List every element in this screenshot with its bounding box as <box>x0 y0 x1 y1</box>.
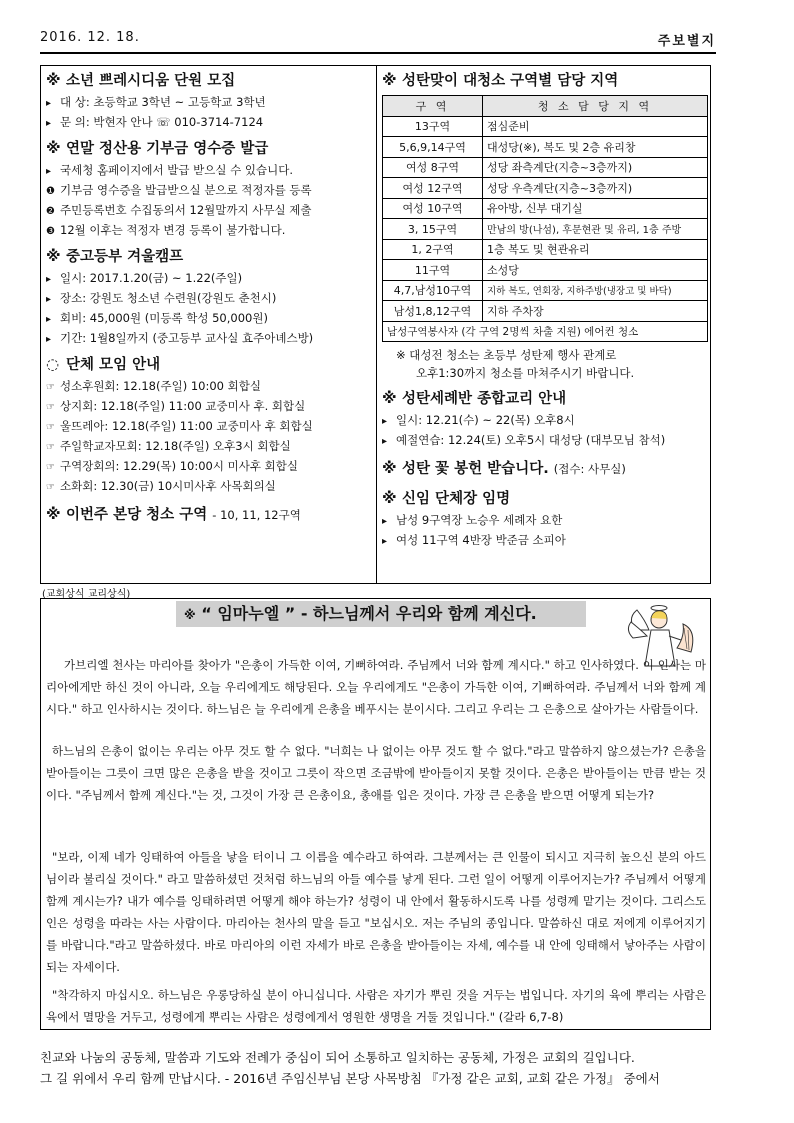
pointing-hand-icon: ☞ <box>46 402 55 413</box>
pointing-hand-icon: ☞ <box>46 442 55 453</box>
table-cell: 1, 2구역 <box>383 239 483 260</box>
list-item: ☞ 울뜨레아: 12.18(주일) 11:00 교중미사 후 회합실 <box>46 416 372 436</box>
paragraph: 가브리엘 천사는 마리아를 찾아가 "은총이 가득한 이여, 기뻐하여라. 주님께서 너와 함께 계시다." 하고 인사하였다. 이 인사는 마리아에게만 하신 것이 아니라, 오늘 우리에게도 해당된다. 오늘 우리에게도 "은총이 가득한 이여, 기뻐하여라. 주님께서 너와 함께 계시다." 하고 인사하시는 것이다. 하느님은 늘 우리에게 은총을 베푸시는 분이시다. 그리고 우리는 그 은총으로 살아가는 사람들이다. <box>46 658 706 716</box>
section-christmas-cleaning-title: ※ 성탄맞이 대청소 구역별 담당 지역 <box>382 68 708 92</box>
triangle-bullet-icon: ▸ <box>382 436 388 447</box>
table-cell: 남성1,8,12구역 <box>383 301 483 322</box>
table-cell: 11구역 <box>383 260 483 281</box>
triangle-bullet-icon: ▸ <box>46 118 52 129</box>
table-cell: 여성 8구역 <box>383 157 483 178</box>
table-cell: 1층 복도 및 현관유리 <box>483 239 708 260</box>
list-item: ▸ 대 상: 초등학교 3학년 ~ 고등학교 3학년 <box>46 92 372 112</box>
table-row <box>383 137 708 158</box>
section-cleaning-area-title: ※ 이번주 본당 청소 구역 - 10, 11, 12구역 <box>46 502 372 526</box>
triangle-bullet-icon: ▸ <box>382 416 388 427</box>
table-cell: 4,7,남성10구역 <box>383 280 483 301</box>
table-cell: 13구역 <box>383 116 483 137</box>
pointing-hand-icon: ☞ <box>46 382 55 393</box>
triangle-bullet-icon: ▸ <box>46 334 52 345</box>
list-item: ☞ 상지회: 12.18(주일) 11:00 교중미사 후. 회합실 <box>46 396 372 416</box>
catechism-banner <box>176 601 586 627</box>
list-item: ▸ 남성 9구역장 노승우 세례자 요한 <box>382 510 708 530</box>
pointing-hand-icon: ☞ <box>46 462 55 473</box>
asterisk-icon: ※ <box>184 608 196 622</box>
table-cell: 만남의 방(나섬), 후문현관 및 유리, 1층 주방 <box>483 219 708 240</box>
footer-line: 친교와 나눔의 공동체, 말씀과 기도와 전례가 중심이 되어 소통하고 일치하는 공동체, 가정은 교회의 길입니다. <box>40 1050 635 1065</box>
list-item: ❶ 기부금 영수증을 발급받으실 분으로 적정자를 등록 <box>46 180 372 200</box>
triangle-bullet-icon: ▸ <box>46 166 52 177</box>
paragraph: 하느님의 은총이 없이는 우리는 아무 것도 할 수 없다. "너희는 나 없이는 아무 것도 할 수 없다."라고 말씀하지 않으셨는가? 은총을 받아들이는 그릇이 크면 많은 은총을 받을 것이고 그릇이 작으면 조금밖에 받아들이지 못할 것이다. 은총은 받아들이는 만큼 받는 것이다. "주님께서 함께 계신다."는 것, 그것이 가장 큰 은총이요, 총애를 입은 것이다. 가장 큰 은총을 받으면 어떻게 되는가? <box>46 744 706 802</box>
list-item: ▸ 회비: 45,000원 (미등록 학성 50,000원) <box>46 308 372 328</box>
bulletin-date: 2016. 12. 18. <box>40 30 140 45</box>
list-item: ▸ 장소: 강원도 청소년 수련원(강원도 춘천시) <box>46 288 372 308</box>
bulletin-tag: 주보별지 <box>657 34 716 49</box>
list-item: ▸ 기간: 1월8일까지 (중고등부 교사실 효주아녜스방) <box>46 328 372 348</box>
table-header-cell: 구 역 <box>383 96 483 117</box>
list-item: ▸ 일시: 2017.1.20(금) ~ 1.22(주일) <box>46 268 372 288</box>
table-row <box>383 198 708 219</box>
table-cell: 유아방, 신부 대기실 <box>483 198 708 219</box>
table-cell: 3, 15구역 <box>383 219 483 240</box>
asterisk-icon: ※ <box>46 505 61 523</box>
cleaning-note <box>382 346 708 382</box>
triangle-bullet-icon: ▸ <box>46 98 52 109</box>
footer-line: 그 길 위에서 우리 함께 만납시다. - 2016년 주임신부님 본당 사목방침 『가정 같은 교회, 교회 같은 가정』 중에서 <box>40 1071 660 1086</box>
pointing-hand-icon: ☞ <box>46 422 55 433</box>
number-two-icon: ❷ <box>46 206 55 217</box>
asterisk-icon: ※ <box>46 139 61 157</box>
list-item: ▸ 국세청 홈페이지에서 발급 받으실 수 있습니다. <box>46 160 372 180</box>
asterisk-icon: ※ <box>382 489 397 507</box>
table-cell: 성당 우측계단(지층~3층까지) <box>483 178 708 199</box>
table-row <box>383 116 708 137</box>
table-cell: 성당 좌측계단(지층~3층까지) <box>483 157 708 178</box>
dotted-circle-icon: ◌ <box>46 355 60 373</box>
table-cell: 여성 12구역 <box>383 178 483 199</box>
paragraph: "보라, 이제 네가 잉태하여 아들을 낳을 터이니 그 이름을 예수라고 하여라. 그분께서는 큰 인물이 되시고 지극히 높으신 분의 아드님이라 불리실 것이다." 라고 말씀하셨던 것처럼 하느님의 아들 예수를 낳게 된다. 그런 일이 어떻게 이루어지는가? 주님께서 어떻게 함께 계시는가? 내가 예수를 잉태하려면 어떻게 해야 하는가? 성령이 내 안에서 활동하시도록 나를 성령께 맡기는 것이다. 그리스도인은 성령을 따라는 사는 사람이다. 마리아는 천사의 말을 듣고 "보십시오. 저는 주님의 종입니다. 말씀하신 대로 저에게 이루어지기를 바랍니다."라고 말씀하셨다. 바로 마리아의 이런 자세가 바로 은총을 받아들이는 자세, 예수를 내 안에 잉태해서 낳아주는 사람이 되는 자세이다. <box>46 850 706 974</box>
section-winter-camp-title: ※ 중고등부 겨울캠프 <box>46 244 372 268</box>
table-cell: 남성구역봉사자 (각 구역 2명씩 차출 지원) 에어컨 청소 <box>383 321 708 342</box>
table-cell: 소성당 <box>483 260 708 281</box>
header-rule <box>40 52 716 54</box>
table-cell: 지하 복도, 연회장, 지하주방(냉장고 및 바닥) <box>483 280 708 301</box>
number-three-icon: ❸ <box>46 226 55 237</box>
asterisk-icon: ※ <box>382 389 397 407</box>
cleaning-assignment-table <box>382 95 708 342</box>
section-flower-offering-title: ※ 성탄 꽃 봉헌 받습니다. (접수: 사무실) <box>382 456 708 480</box>
table-cell: 여성 10구역 <box>383 198 483 219</box>
pastoral-motto-footer <box>40 1047 716 1089</box>
right-column <box>382 68 708 550</box>
left-column <box>46 68 372 526</box>
section-new-leaders-title: ※ 신임 단체장 임명 <box>382 486 708 510</box>
asterisk-icon: ※ <box>46 247 61 265</box>
list-item: ☞ 구역장회의: 12.29(목) 10:00시 미사후 회합실 <box>46 456 372 476</box>
section-youth-recruit-title: ※ 소년 쁘레시디움 단원 모집 <box>46 68 372 92</box>
table-cell: 대성당(※), 복도 및 2층 유리창 <box>483 137 708 158</box>
paragraph: "착각하지 마십시오. 하느님은 우롱당하실 분이 아니십니다. 사람은 자기가 뿌린 것을 거두는 법입니다. 자기의 육에 뿌리는 사람은 육에서 멸망을 거두고, 성령에게 뿌리는 사람은 성령에게서 영원한 생명을 거둘 것입니다." (갈라 6,7-8) <box>46 988 706 1024</box>
page-header <box>40 30 716 50</box>
number-one-icon: ❶ <box>46 186 55 197</box>
section-donation-receipt-title: ※ 연말 정산용 기부금 영수증 발급 <box>46 136 372 160</box>
column-divider <box>376 65 377 584</box>
flower-offering-note: (접수: 사무실) <box>553 462 626 476</box>
table-header-row <box>383 96 708 117</box>
list-item: ▸ 예절연습: 12.24(토) 오후5시 대성당 (대부모님 참석) <box>382 430 708 450</box>
list-item: ☞ 주일학교자모회: 12.18(주일) 오후3시 회합실 <box>46 436 372 456</box>
section-group-meetings-title: ◌ 단체 모임 안내 <box>46 352 372 376</box>
triangle-bullet-icon: ▸ <box>382 516 388 527</box>
note-line: 오후1:30까지 청소를 마쳐주시기 바랍니다. <box>416 366 635 380</box>
table-row <box>383 321 708 342</box>
table-row <box>383 280 708 301</box>
section-label: (교회상식 교리상식) <box>42 589 131 600</box>
list-item: ❷ 주민등록번호 수집동의서 12월말까지 사무실 제출 <box>46 200 372 220</box>
list-item: ☞ 소화회: 12.30(금) 10시미사후 사목회의실 <box>46 476 372 496</box>
list-item: ▸ 일시: 12.21(수) ~ 22(목) 오후8시 <box>382 410 708 430</box>
table-cell: 점심준비 <box>483 116 708 137</box>
list-item: ▸ 문 의: 박현자 안나 ☏ 010-3714-7124 <box>46 112 372 132</box>
list-item: ☞ 성소후원회: 12.18(주일) 10:00 회합실 <box>46 376 372 396</box>
triangle-bullet-icon: ▸ <box>46 294 52 305</box>
table-row <box>383 239 708 260</box>
table-row <box>383 219 708 240</box>
table-row <box>383 157 708 178</box>
table-row <box>383 301 708 322</box>
list-item: ▸ 여성 11구역 4반장 박준금 소피아 <box>382 530 708 550</box>
table-header-cell: 청 소 담 당 지 역 <box>483 96 708 117</box>
banner-title: “ 임마누엘 ” - 하느님께서 우리와 함께 계신다. <box>201 604 537 623</box>
table-row <box>383 260 708 281</box>
section-baptism-class-title: ※ 성탄세례반 종합교리 안내 <box>382 386 708 410</box>
list-item: ❸ 12월 이후는 적정자 변경 등록이 불가합니다. <box>46 220 372 240</box>
triangle-bullet-icon: ▸ <box>46 274 52 285</box>
asterisk-icon: ※ <box>382 459 397 477</box>
table-cell: 5,6,9,14구역 <box>383 137 483 158</box>
triangle-bullet-icon: ▸ <box>382 536 388 547</box>
asterisk-icon: ※ <box>382 71 397 89</box>
cleaning-area-value: - 10, 11, 12구역 <box>212 508 301 522</box>
triangle-bullet-icon: ▸ <box>46 314 52 325</box>
note-line: ※ 대성전 청소는 초등부 성탄제 행사 관계로 <box>396 348 617 362</box>
asterisk-icon: ※ <box>46 71 61 89</box>
table-row <box>383 178 708 199</box>
table-cell: 지하 주차장 <box>483 301 708 322</box>
pointing-hand-icon: ☞ <box>46 482 55 493</box>
